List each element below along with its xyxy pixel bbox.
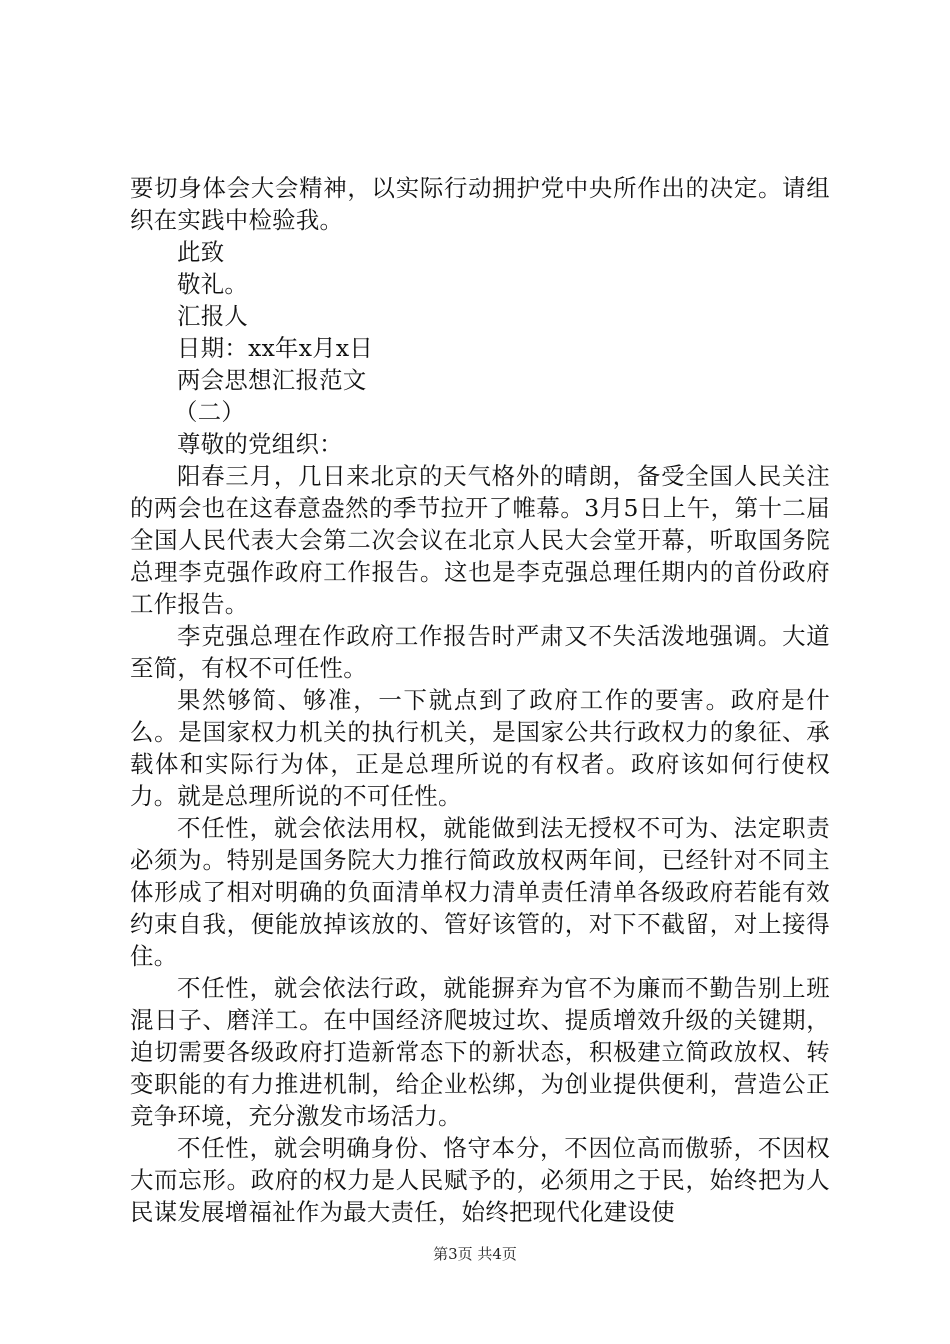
paragraph: 果然够简、够准，一下就点到了政府工作的要害。政府是什么。是国家权力机关的执行机关，是国家公共行政权力的象征、承载体和实际行为体，正是总理所说的有权者。政府该如何行使权力。就是总理所说的不可任性。: [130, 686, 830, 810]
document-body: [130, 172, 830, 1228]
page-footer: [0, 1244, 950, 1264]
salutation-line: 此致: [177, 238, 225, 266]
closing-line: 敬礼。: [177, 270, 249, 298]
paragraph: 李克强总理在作政府工作报告时严肃又不失活泼地强调。大道至简，有权不可任性。: [130, 622, 830, 682]
paragraph: 不任性，就会明确身份、恪守本分，不因位高而傲骄，不因权大而忘形。政府的权力是人民赋予的，必须用之于民，始终把为人民谋发展增福祉作为最大责任，始终把现代化建设使: [130, 1134, 830, 1226]
paragraph: 阳春三月，几日来北京的天气格外的晴朗，备受全国人民关注的两会也在这春意盎然的季节拉开了帷幕。3月5日上午，第十二届全国人民代表大会第二次会议在北京人民大会堂开幕，听取国务院总理李克强作政府工作报告。这也是李克强总理任期内的首份政府工作报告。: [130, 462, 830, 618]
date-line: 日期：xx年x月x日: [177, 334, 374, 362]
section-number: （二）: [174, 398, 246, 426]
section-title: 两会思想汇报范文: [177, 366, 367, 394]
paragraph: 不任性，就会依法用权，就能做到法无授权不可为、法定职责必须为。特别是国务院大力推行简政放权两年间，已经针对不同主体形成了相对明确的负面清单权力清单责任清单各级政府若能有效约束自我，便能放掉该放的、管好该管的，对下不截留，对上接得住。: [130, 814, 830, 970]
page-number: 第3页 共4页: [433, 1245, 517, 1263]
greeting-line: 尊敬的党组织：: [177, 430, 343, 458]
paragraph: 要切身体会大会精神，以实际行动拥护党中央所作出的决定。请组织在实践中检验我。: [130, 174, 830, 234]
paragraph: 不任性，就会依法行政，就能摒弃为官不为廉而不勤告别上班混日子、磨洋工。在中国经济爬坡过坎、提质增效升级的关键期，迫切需要各级政府打造新常态下的新状态，积极建立简政放权、转变职能的有力推进机制，给企业松绑，为创业提供便利，营造公正竞争环境，充分激发市场活力。: [130, 974, 830, 1130]
reporter-line: 汇报人: [177, 302, 249, 330]
